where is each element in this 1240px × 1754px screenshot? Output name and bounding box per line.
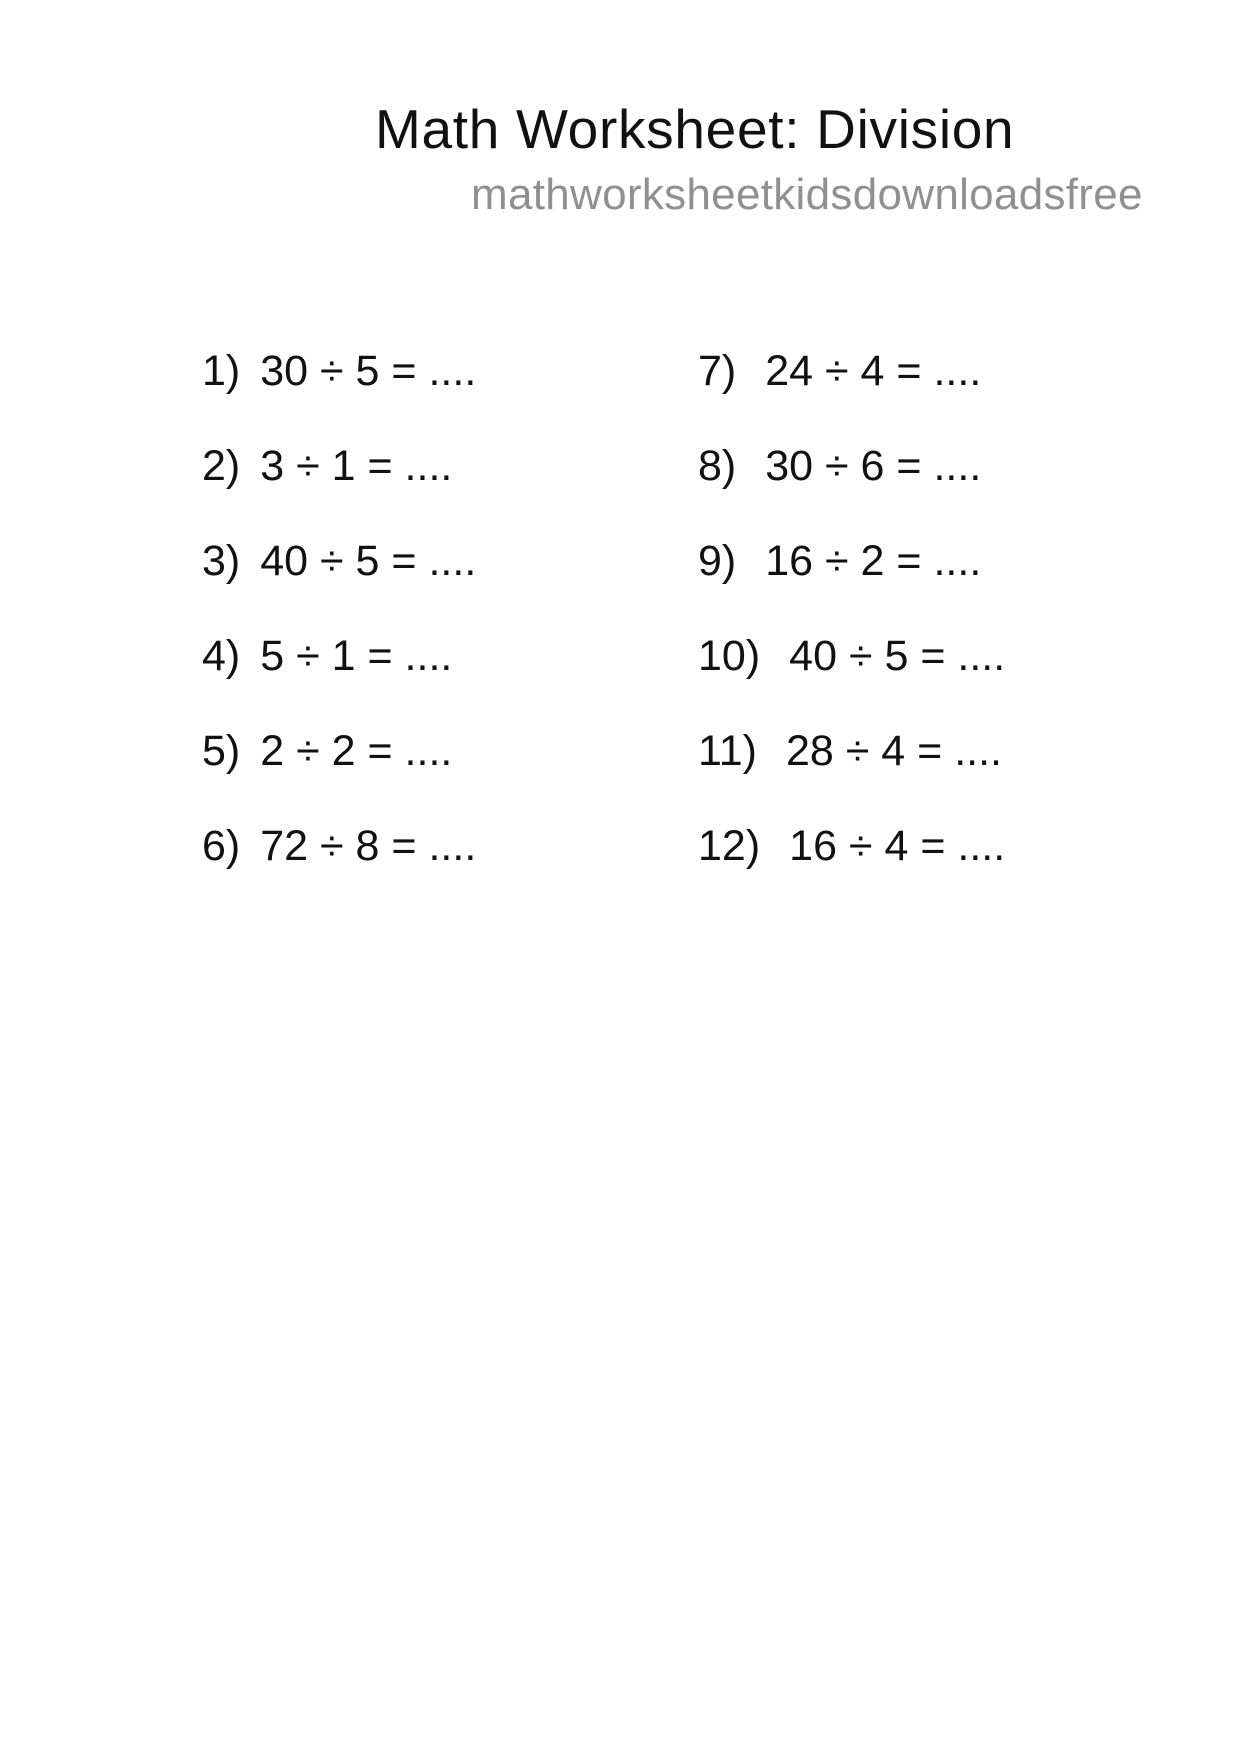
problem-row xyxy=(698,799,1005,894)
problem-expression: 24 ÷ 4 = .... xyxy=(765,347,982,395)
problem-expression: 16 ÷ 4 = .... xyxy=(789,822,1006,870)
problem-number: 2) xyxy=(202,442,241,490)
page-subtitle: mathworksheetkidsdownloadsfree xyxy=(471,170,1143,219)
problem-row xyxy=(698,514,1005,609)
problem-number: 3) xyxy=(202,537,241,585)
problem-number: 8) xyxy=(698,442,737,490)
problem-expression: 16 ÷ 2 = .... xyxy=(765,537,982,585)
problem-expression: 40 ÷ 5 = .... xyxy=(260,537,477,585)
problem-row xyxy=(698,324,1005,419)
problem-row xyxy=(202,704,476,799)
problem-expression: 30 ÷ 5 = .... xyxy=(260,347,477,395)
problem-expression: 28 ÷ 4 = .... xyxy=(785,727,1002,775)
problem-expression: 40 ÷ 5 = .... xyxy=(789,632,1006,680)
problem-row xyxy=(202,324,476,419)
problem-number: 10) xyxy=(698,632,761,680)
problem-number: 9) xyxy=(698,537,737,585)
problem-number: 4) xyxy=(202,632,241,680)
problem-expression: 2 ÷ 2 = .... xyxy=(260,727,453,775)
problem-number: 11) xyxy=(698,727,757,775)
problem-row xyxy=(698,704,1005,799)
problem-number: 12) xyxy=(698,822,761,870)
problem-expression: 30 ÷ 6 = .... xyxy=(765,442,982,490)
problem-row xyxy=(202,514,476,609)
problem-expression: 5 ÷ 1 = .... xyxy=(260,632,453,680)
problem-row xyxy=(202,799,476,894)
problem-row xyxy=(698,419,1005,514)
problem-row xyxy=(202,419,476,514)
problem-row xyxy=(202,609,476,704)
problem-expression: 72 ÷ 8 = .... xyxy=(260,822,477,870)
problems-column-right xyxy=(698,324,1005,894)
problem-expression: 3 ÷ 1 = .... xyxy=(260,442,453,490)
problem-number: 6) xyxy=(202,822,241,870)
page-title: Math Worksheet: Division xyxy=(375,98,1015,160)
problem-number: 5) xyxy=(202,727,241,775)
problems-column-left xyxy=(202,324,476,894)
problem-number: 1) xyxy=(202,347,241,395)
problem-number: 7) xyxy=(698,347,737,395)
problem-row xyxy=(698,609,1005,704)
